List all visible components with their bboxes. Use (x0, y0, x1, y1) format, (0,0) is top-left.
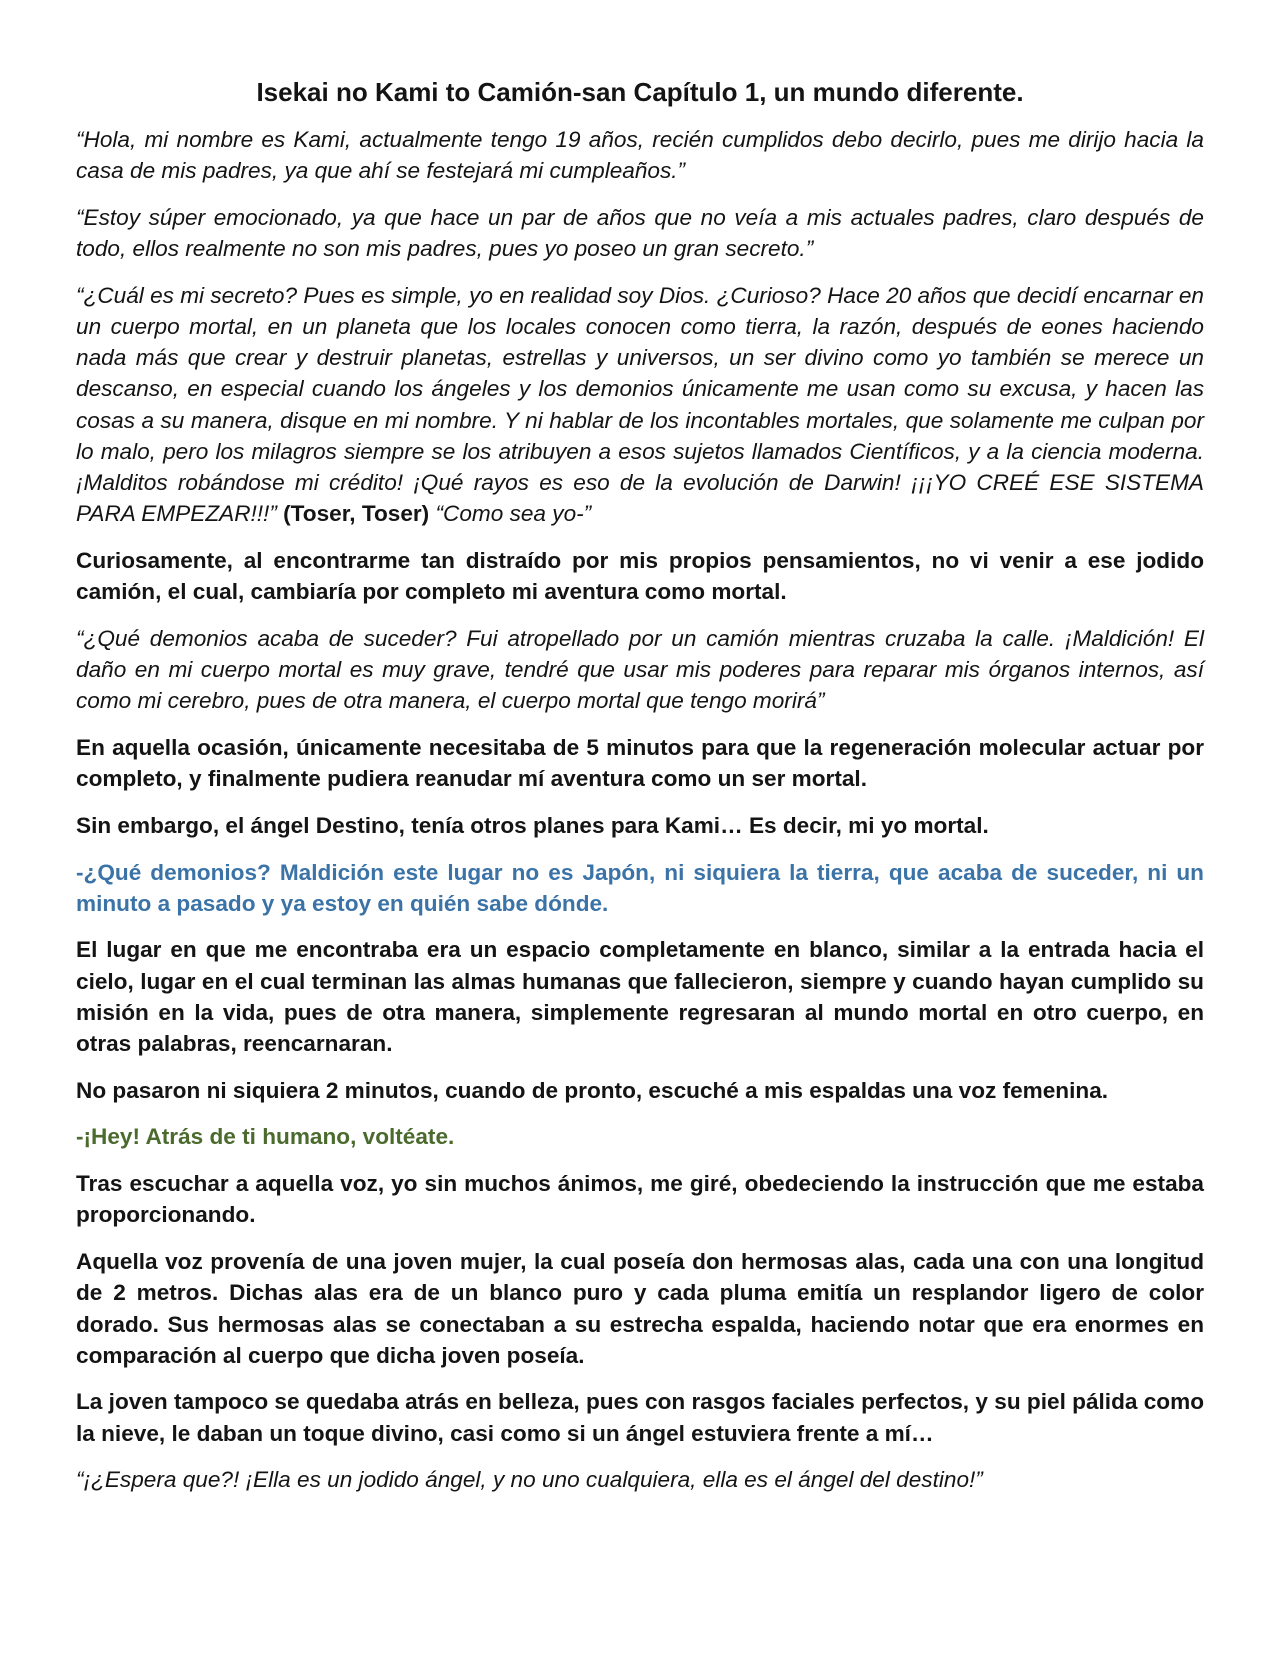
paragraph-3 (76, 280, 1204, 530)
document-page (76, 74, 1204, 1511)
paragraph-15: “¡¿Espera que?! ¡Ella es un jodido ángel, y no uno cualquiera, ella es el ángel del destino!” (76, 1467, 983, 1493)
paragraph-10: No pasaron ni siquiera 2 minutos, cuando de pronto, escuché a mis espaldas una voz femenina. (76, 1077, 1109, 1103)
paragraph-6: En aquella ocasión, únicamente necesitaba de 5 minutos para que la regeneración molecular actuar por completo, y finalmente pudiera reanudar mí aventura como un ser mortal. (76, 734, 1204, 792)
paragraph-5: “¿Qué demonios acaba de suceder? Fui atropellado por un camión mientras cruzaba la calle. ¡Maldición! El daño en mi cuerpo mortal es muy grave, tendré que usar mis poderes para reparar mis órganos internos, así como mi cerebro, pues de otra manera, el cuerpo mortal que tengo morirá” (76, 625, 1204, 714)
paragraph-3-after: “Como sea yo-” (429, 501, 592, 527)
paragraph-12: Tras escuchar a aquella voz, yo sin muchos ánimos, me giré, obedeciendo la instrucción que me estaba proporcionando. (76, 1171, 1204, 1228)
paragraph-3-main: “¿Cuál es mi secreto? Pues es simple, yo en realidad soy Dios. ¿Curioso? Hace 20 años que decidí encarnar en un cuerpo mortal, en un planeta que los locales conocen como tierra, la razón, después de eones haciendo nada más que crear y destruir planetas, estrellas y universos, un ser divino como yo también se merece un descanso, en especial cuando los ángeles y los demonios únicamente me usan como su excusa, y hacen las cosas a su manera, disque en mi nombre. Y ni hablar de los incontables mortales, que solamente me culpan por lo malo, pero los milagros siempre se los atribuyen a esos sujetos llamados Científicos, y a la ciencia moderna. ¡Malditos robándose mi crédito! ¡Qué rayos es eso de la evolución de Darwin! ¡¡¡YO CREÉ ESE SISTEMA PARA EMPEZAR!!!” (76, 282, 1204, 527)
paragraph-3-bold-tail: (Toser, Toser) (276, 501, 430, 527)
chapter-title: Isekai no Kami to Camión-san Capítulo 1, un mundo diferente. (256, 77, 1024, 107)
paragraph-13: Aquella voz provenía de una joven mujer, la cual poseía don hermosas alas, cada una con una longitud de 2 metros. Dichas alas era de un blanco puro y cada pluma emitía un resplandor ligero de color dorado. Sus hermosas alas se conectaban a su estrecha espalda, haciendo notar que era enormes en comparación al cuerpo que dicha joven poseía. (76, 1249, 1204, 1368)
paragraph-4: Curiosamente, al encontrarme tan distraído por mis propios pensamientos, no vi venir a ese jodido camión, el cual, cambiaría por completo mi aventura como mortal. (76, 547, 1204, 605)
paragraph-14: La joven tampoco se quedaba atrás en belleza, pues con rasgos faciales perfectos, y su piel pálida como la nieve, le daban un toque divino, casi como si un ángel estuviera frente a mí… (76, 1389, 1204, 1446)
paragraph-8: -¿Qué demonios? Maldición este lugar no es Japón, ni siquiera la tierra, que acaba de suceder, ni un minuto a pasado y ya estoy en quién sabe dónde. (76, 859, 1204, 916)
paragraph-1: “Hola, mi nombre es Kami, actualmente tengo 19 años, recién cumplidos debo decirlo, pues me dirijo hacia la casa de mis padres, ya que ahí se festejará mi cumpleaños.” (76, 127, 1204, 184)
paragraph-7: Sin embargo, el ángel Destino, tenía otros planes para Kami… Es decir, mi yo mortal. (76, 812, 989, 838)
paragraph-11: -¡Hey! Atrás de ti humano, voltéate. (76, 1124, 455, 1150)
paragraph-2: “Estoy súper emocionado, ya que hace un par de años que no veía a mis actuales padres, claro después de todo, ellos realmente no son mis padres, pues yo poseo un gran secreto.” (76, 204, 1204, 262)
paragraph-9: El lugar en que me encontraba era un espacio completamente en blanco, similar a la entrada hacia el cielo, lugar en el cual terminan las almas humanas que fallecieron, siempre y cuando hayan cumplido su misión en la vida, pues de otra manera, simplemente regresaran al mundo mortal en otro cuerpo, en otras palabras, reencarnaran. (76, 937, 1204, 1057)
